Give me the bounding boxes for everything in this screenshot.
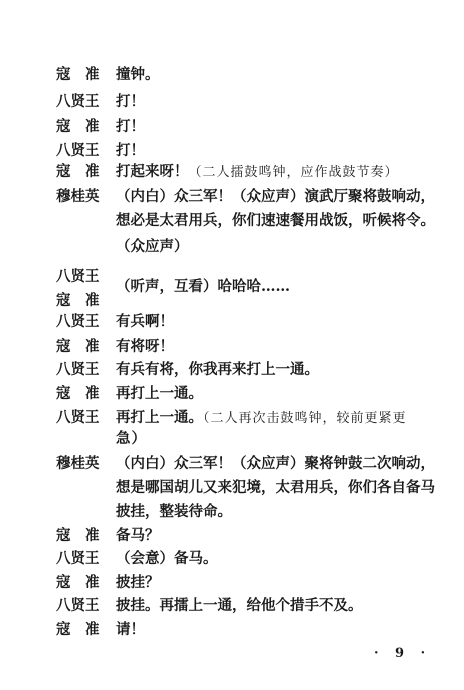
- dialogue-text: （会意）备马。: [116, 550, 218, 567]
- dialogue-text: 打！: [116, 93, 145, 110]
- page-number: · 9 ·: [374, 646, 432, 661]
- speaker-name: 八贤王: [56, 409, 100, 426]
- dialogue-text: （内白）众三军！（众应声）演武厅聚将鼓响动，: [116, 188, 435, 205]
- dialogue-continuation: 披挂，整装待命。: [116, 503, 232, 520]
- dialogue-text: 披挂？: [116, 574, 160, 591]
- speaker-name: 穆桂英: [56, 188, 100, 205]
- speaker-name: 八贤王: [56, 93, 100, 110]
- dialogue-continuation: （众应声）: [116, 238, 189, 255]
- dialogue-text: （听声，互看）哈哈哈……: [116, 278, 290, 295]
- dialogue-text: 打起来呀！: [116, 163, 189, 180]
- speaker-name: 八贤王: [56, 361, 100, 378]
- dialogue-continuation: 想必是太君用兵，你们速速餐用战饭，听候将令。: [116, 212, 435, 229]
- dialogue-text: 有兵啊！: [116, 313, 174, 330]
- dialogue-text: 请！: [116, 621, 145, 638]
- speaker-name: 寇 准: [56, 574, 100, 591]
- speaker-name: 寇 准: [56, 621, 100, 638]
- speaker-name: 寇 准: [56, 66, 100, 83]
- speaker-name: 八贤王: [56, 550, 100, 567]
- speaker-name: 寇 准: [56, 292, 100, 309]
- dialogue-text: 再打上一通。: [116, 385, 203, 402]
- dialogue-text: 有兵有将，你我再来打上一通。: [116, 361, 319, 378]
- dialogue-text-group: [116, 409, 407, 428]
- speaker-name: 寇 准: [56, 163, 100, 180]
- dialogue-text: 撞钟。: [116, 66, 160, 83]
- speaker-name: 寇 准: [56, 527, 100, 544]
- dialogue-text: 有将呀！: [116, 338, 174, 355]
- speaker-name: 寇 准: [56, 338, 100, 355]
- dialogue-text: 备马？: [116, 527, 160, 544]
- dialogue-text: 披挂。再擂上一通，给他个措手不及。: [116, 597, 363, 614]
- dialogue-text: 打！: [116, 118, 145, 135]
- speaker-name: 八贤王: [56, 268, 100, 285]
- dialogue-continuation: 想是哪国胡儿又来犯境，太君用兵，你们各自备马: [116, 479, 435, 496]
- dialogue-text-group: [116, 163, 399, 182]
- stage-direction: （二人擂鼓鸣钟，应作战鼓节奏）: [188, 165, 399, 180]
- stage-direction: （二人再次击鼓鸣钟，较前更紧更: [203, 411, 407, 426]
- dialogue-text: 打！: [116, 142, 145, 159]
- dialogue-text: 再打上一通。: [116, 409, 203, 426]
- speaker-name: 八贤王: [56, 313, 100, 330]
- speaker-name: 寇 准: [56, 385, 100, 402]
- speaker-name: 八贤王: [56, 142, 100, 159]
- stage-direction-continuation: 急）: [116, 430, 147, 447]
- speaker-name: 寇 准: [56, 118, 100, 135]
- dialogue-text: （内白）众三军！（众应声）聚将钟鼓二次响动，: [116, 455, 435, 472]
- speaker-name: 八贤王: [56, 597, 100, 614]
- speaker-name: 穆桂英: [56, 455, 100, 472]
